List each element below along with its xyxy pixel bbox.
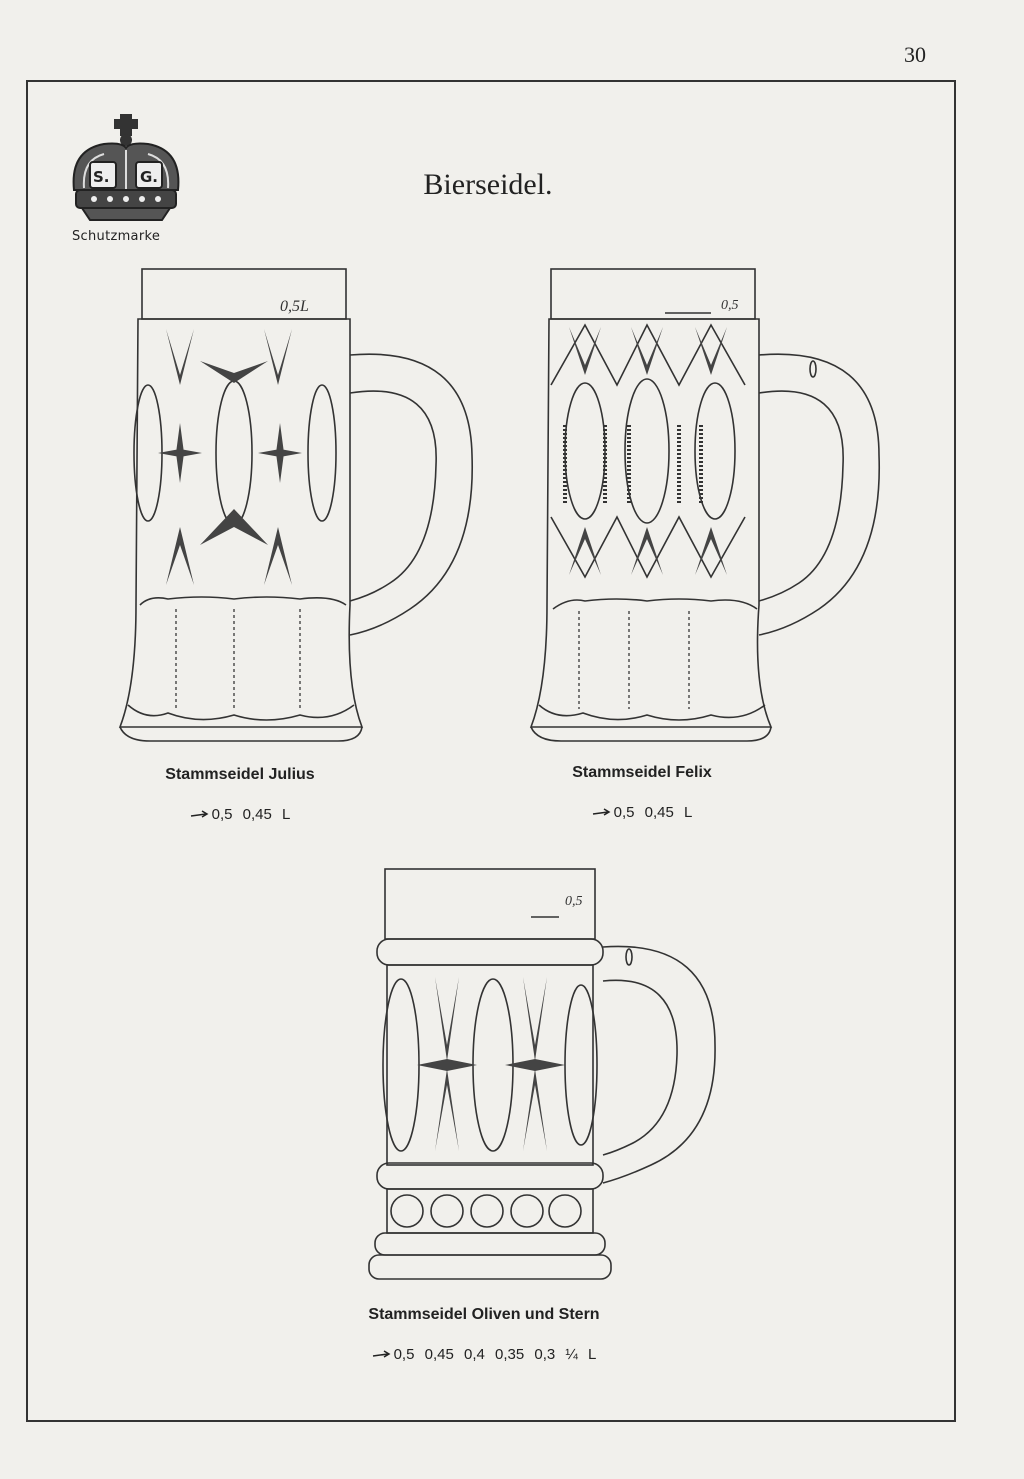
mug-julius-illustration	[110, 265, 480, 745]
arrow-icon	[190, 810, 210, 820]
logo-letter-g: G.	[140, 168, 159, 186]
page-number: 30	[904, 42, 926, 67]
mug-oliven-stern-sizes	[304, 1346, 664, 1363]
mug-oliven-stern-sizes-text: 0,5 0,45 0,4 0,35 0,3 ¼ L	[393, 1346, 597, 1363]
mug-felix-illustration	[525, 265, 895, 745]
page-title: Bierseidel.	[423, 168, 553, 201]
mug-felix-sizes-text: 0,5 0,45 L	[613, 804, 693, 821]
mug-oliven-stern-mark: 0,5	[565, 894, 583, 909]
mug-felix-mark: 0,5	[721, 298, 739, 313]
arrow-icon	[372, 1350, 392, 1360]
logo-letter-s: S.	[93, 168, 110, 186]
mug-julius-name: Stammseidel Julius	[165, 766, 315, 783]
mug-julius-mark: 0,5L	[280, 298, 309, 315]
mug-felix-name: Stammseidel Felix	[572, 764, 712, 781]
mug-oliven-stern-illustration	[355, 865, 725, 1285]
logo-caption: Schutzmarke	[72, 229, 161, 244]
arrow-icon	[592, 808, 612, 818]
mug-julius-sizes	[120, 806, 360, 823]
mug-felix-sizes	[522, 804, 762, 821]
mug-julius-sizes-text: 0,5 0,45 L	[211, 806, 291, 823]
mug-oliven-stern-name: Stammseidel Oliven und Stern	[368, 1306, 600, 1323]
